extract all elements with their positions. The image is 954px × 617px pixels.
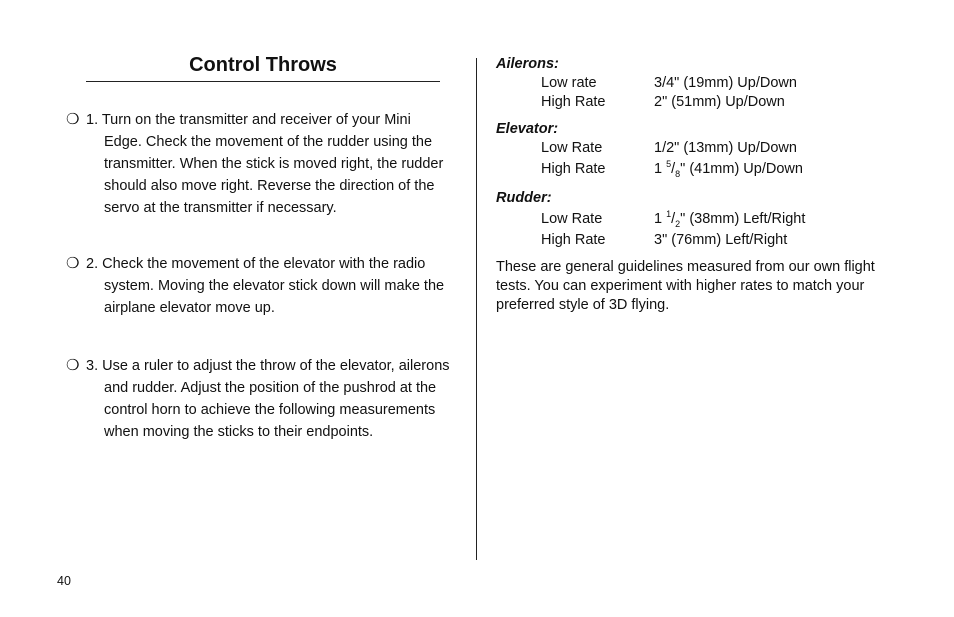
rudder-low-value: 1 $^1/_2$" (38mm) Left/Right <box>654 209 806 229</box>
step-3 <box>66 355 450 443</box>
step-1-line-1: 1. Turn on the transmitter and receiver of your Mini <box>86 112 411 128</box>
title-underline <box>86 81 440 82</box>
note-line-2: tests. You can experiment with higher rates to match your <box>496 278 865 294</box>
checkbox-icon[interactable]: ❍ <box>66 255 80 272</box>
page-title: Control Throws <box>189 54 337 76</box>
elevator-high-value: 1 $^5/_8$" (41mm) Up/Down <box>654 159 803 179</box>
control-throws-table <box>496 54 896 315</box>
step-2-line-1: 2. Check the movement of the elevator with the radio <box>86 256 426 272</box>
note-line-1: These are general guidelines measured from our own flight <box>496 259 875 275</box>
elevator-low-label: Low Rate <box>541 140 603 156</box>
step-1 <box>66 109 443 219</box>
guidelines-note <box>496 258 896 315</box>
rudder-low-label: Low Rate <box>541 211 603 227</box>
step-3-line-3: control horn to achieve the following measurements <box>104 402 436 418</box>
column-divider <box>476 58 477 560</box>
ailerons-high-label: High Rate <box>541 94 606 110</box>
step-2 <box>66 253 444 319</box>
elevator-heading: Elevator: <box>496 121 559 137</box>
elevator-high-label: High Rate <box>541 161 606 177</box>
ailerons-high-value: 2" (51mm) Up/Down <box>654 94 785 110</box>
ailerons-low-row <box>496 74 896 93</box>
ailerons-low-value: 3/4" (19mm) Up/Down <box>654 75 797 91</box>
step-1-line-4: should also move right. Reverse the direction of the <box>104 178 435 194</box>
step-3-line-2: and rudder. Adjust the position of the pushrod at the <box>104 380 437 396</box>
ailerons-heading: Ailerons: <box>496 56 559 72</box>
step-1-line-5: servo at the transmitter if necessary. <box>104 200 337 216</box>
elevator-low-row <box>496 139 896 158</box>
step-1-line-2: Edge. Check the movement of the rudder using the <box>104 134 433 150</box>
step-2-line-3: airplane elevator move up. <box>104 300 275 316</box>
note-line-3: preferred style of 3D flying. <box>496 297 670 313</box>
rudder-low-row <box>496 208 896 231</box>
rudder-high-row <box>496 231 896 250</box>
rudder-heading: Rudder: <box>496 190 552 206</box>
ailerons-low-label: Low rate <box>541 75 597 91</box>
page-number: 40 <box>57 574 71 588</box>
checkbox-icon[interactable]: ❍ <box>66 357 80 374</box>
elevator-low-value: 1/2" (13mm) Up/Down <box>654 140 797 156</box>
ailerons-high-row <box>496 93 896 112</box>
checkbox-icon[interactable]: ❍ <box>66 111 80 128</box>
step-1-line-3: transmitter. When the stick is moved right, the rudder <box>104 156 444 172</box>
step-3-line-1: 3. Use a ruler to adjust the throw of the elevator, ailerons <box>86 358 450 374</box>
rudder-high-value: 3" (76mm) Left/Right <box>654 232 788 248</box>
step-3-line-4: when moving the sticks to their endpoints. <box>104 424 374 440</box>
step-2-line-2: system. Moving the elevator stick down will make the <box>104 278 445 294</box>
rudder-high-label: High Rate <box>541 232 606 248</box>
elevator-high-row <box>496 158 896 181</box>
